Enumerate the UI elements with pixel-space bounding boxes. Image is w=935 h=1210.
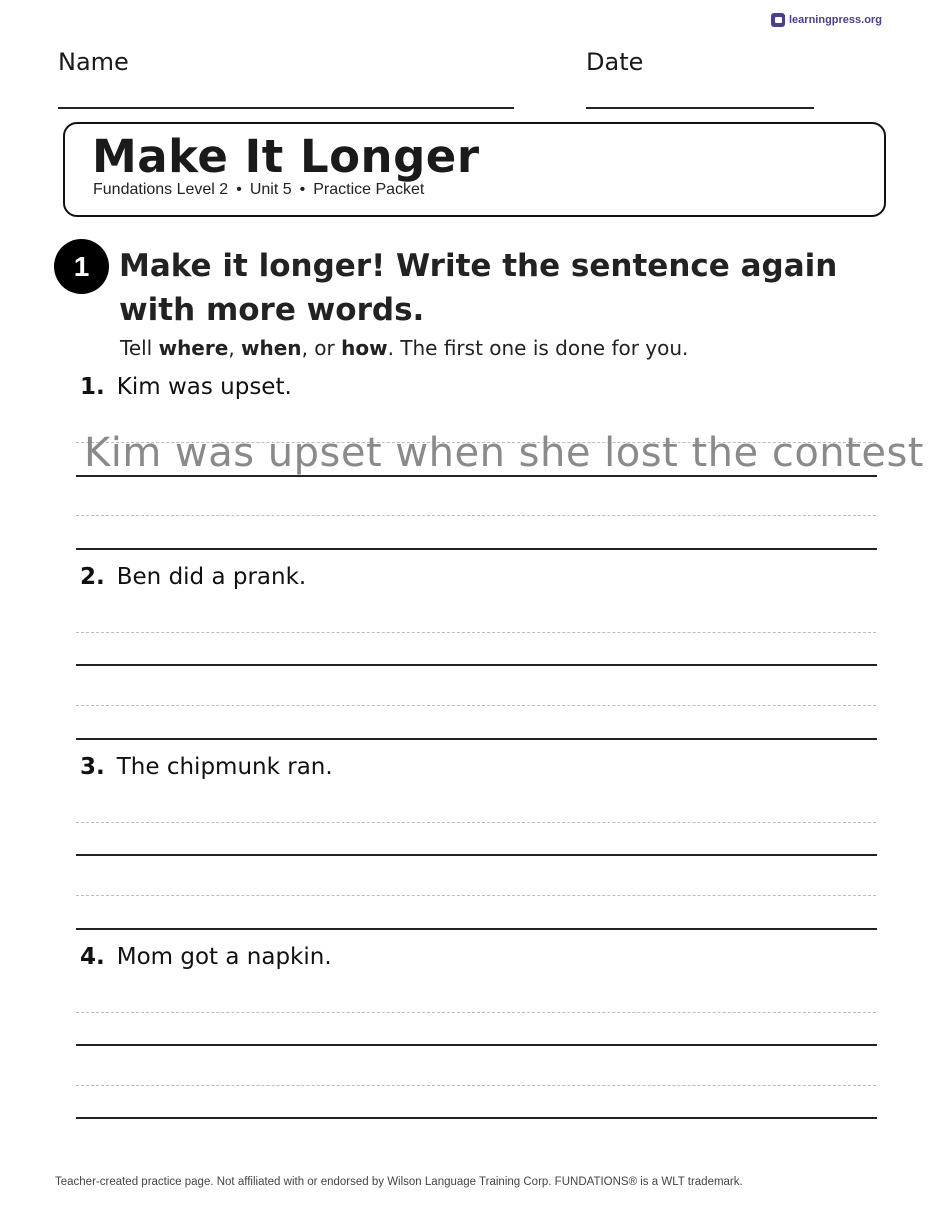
item-sentence: Kim was upset. bbox=[116, 374, 292, 400]
item-2 bbox=[80, 564, 306, 590]
date-label: Date bbox=[586, 48, 644, 76]
book-icon bbox=[771, 13, 785, 27]
page-subtitle bbox=[93, 181, 424, 199]
item-3 bbox=[80, 754, 333, 780]
separator-dot: • bbox=[236, 181, 242, 198]
writing-line[interactable] bbox=[76, 664, 877, 666]
writing-line[interactable] bbox=[76, 548, 877, 550]
writing-line[interactable] bbox=[76, 1044, 877, 1046]
writing-line[interactable] bbox=[76, 928, 877, 930]
item-4 bbox=[80, 944, 332, 970]
date-line[interactable] bbox=[586, 107, 814, 109]
hint-text: Tell bbox=[120, 336, 159, 360]
item-sentence: Mom got a napkin. bbox=[116, 944, 332, 970]
unit-text: Unit 5 bbox=[249, 181, 292, 198]
writing-line[interactable] bbox=[76, 1117, 877, 1119]
guide-dashed-line bbox=[76, 705, 876, 706]
section-number-badge: 1 bbox=[54, 239, 109, 294]
item-number: 2. bbox=[80, 564, 105, 590]
page-title: Make It Longer bbox=[92, 130, 480, 183]
brand-logo bbox=[771, 13, 882, 27]
hint-when: when bbox=[241, 336, 302, 360]
item-number: 1. bbox=[80, 374, 105, 400]
footer-disclaimer: Teacher-created practice page. Not affiliated with or endorsed by Wilson Language Training Corp. FUNDATIONS® is a WLT trademark. bbox=[55, 1176, 743, 1188]
writing-line[interactable] bbox=[76, 854, 877, 856]
item-sentence: Ben did a prank. bbox=[116, 564, 307, 590]
level-text: Fundations Level 2 bbox=[93, 181, 229, 198]
section-instruction: Make it longer! Write the sentence again with more words. bbox=[119, 248, 838, 328]
item-1 bbox=[80, 374, 292, 400]
title-box bbox=[63, 122, 886, 217]
guide-dashed-line bbox=[76, 1085, 876, 1086]
guide-dashed-line bbox=[76, 515, 876, 516]
item-sentence: The chipmunk ran. bbox=[116, 754, 333, 780]
brand-name: learningpress.org bbox=[789, 14, 882, 26]
packet-text: Practice Packet bbox=[313, 181, 425, 198]
hint-text: , or bbox=[301, 336, 342, 360]
item-number: 3. bbox=[80, 754, 105, 780]
hint-where: where bbox=[158, 336, 229, 360]
guide-dashed-line bbox=[76, 822, 876, 823]
example-answer: Kim was upset when she lost the contest bbox=[84, 430, 924, 476]
guide-dashed-line bbox=[76, 1012, 876, 1013]
hint-how: how bbox=[341, 336, 388, 360]
name-label: Name bbox=[58, 48, 129, 76]
hint-text: . The first one is done for you. bbox=[387, 336, 689, 360]
writing-line[interactable] bbox=[76, 475, 877, 477]
writing-line[interactable] bbox=[76, 738, 877, 740]
item-number: 4. bbox=[80, 944, 105, 970]
guide-dashed-line bbox=[76, 632, 876, 633]
section-hint bbox=[120, 336, 688, 360]
guide-dashed-line bbox=[76, 895, 876, 896]
hint-text: , bbox=[228, 336, 242, 360]
name-line[interactable] bbox=[58, 107, 514, 109]
separator-dot: • bbox=[299, 181, 306, 198]
